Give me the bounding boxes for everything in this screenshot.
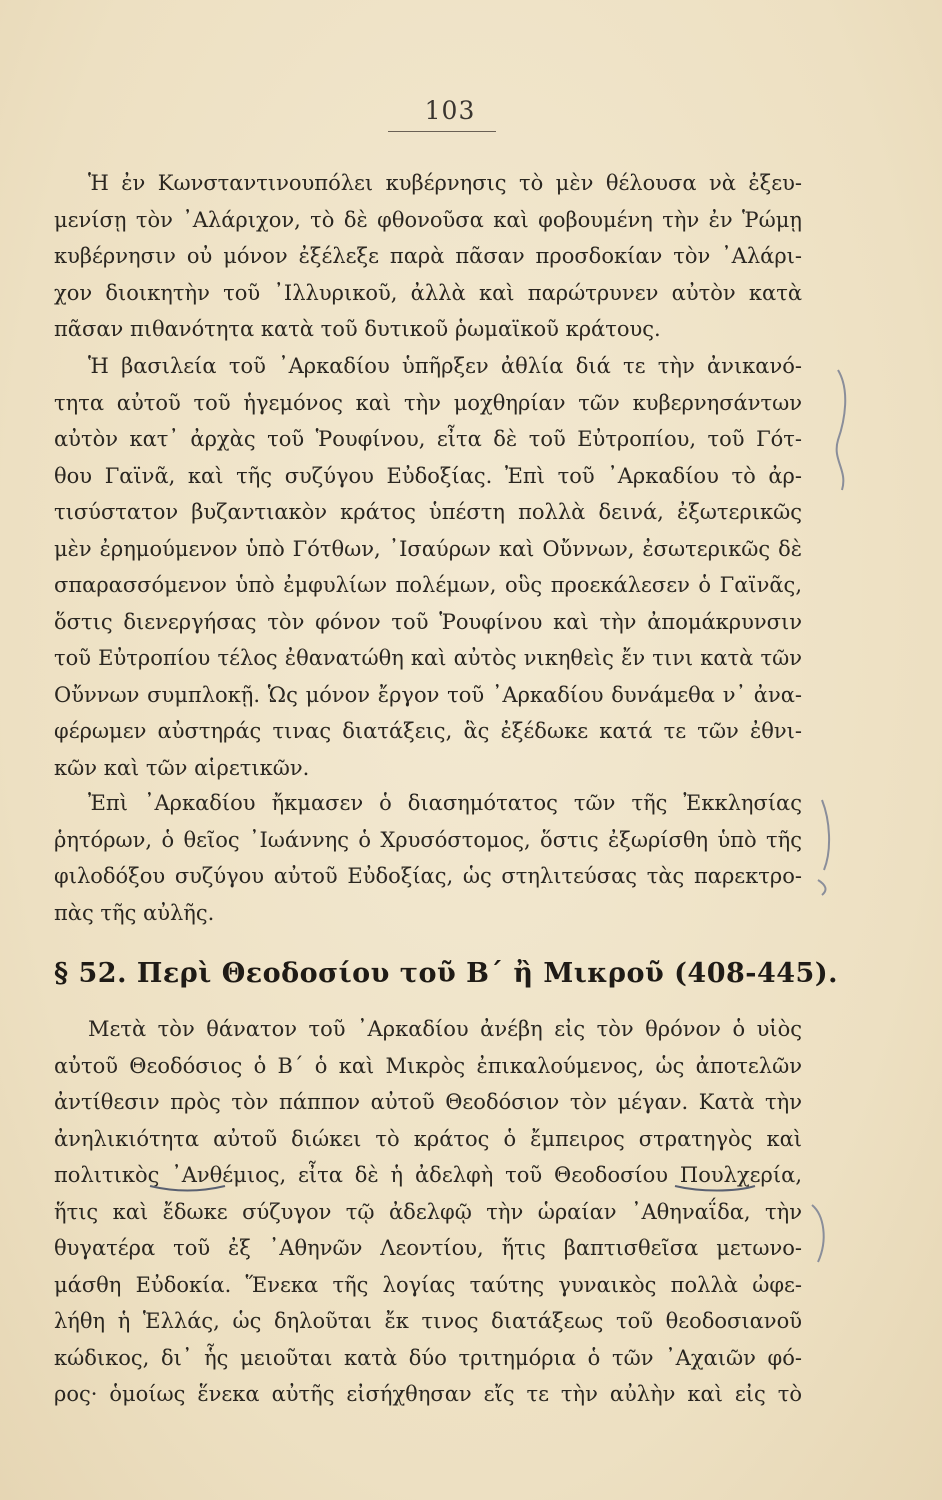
- text-line: κώδικος, δι᾿ ἧς μειοῦται κατὰ δύο τριτημόρια ὁ τῶν ᾿Αχαιῶν φό-: [54, 1345, 802, 1370]
- margin-bracket-mark: [837, 370, 846, 490]
- section-heading: § 52. Περὶ Θεοδοσίου τοῦ Β´ ἢ Μικροῦ (408-445).: [54, 958, 839, 989]
- paragraph-2: [54, 348, 802, 786]
- text-line: αὐτὸν κατ᾿ ἀρχὰς τοῦ Ῥουφίνου, εἶτα δὲ τοῦ Εὐτροπίου, τοῦ Γότ-: [54, 427, 802, 451]
- text-line: ρος· ὁμοίως ἕνεκα αὐτῆς εἰσήχθησαν εἴς τε τὴν αὐλὴν καὶ εἰς τὸ: [54, 1382, 802, 1406]
- text-line: αὐτοῦ Θεοδόσιος ὁ Β´ ὁ καὶ Μικρὸς ἐπικαλούμενος, ὡς ἀποτελῶν: [54, 1053, 802, 1078]
- text-line: τισύστατον βυζαντιακὸν κράτος ὑπέστη πολλὰ δεινά, ἐξωτερικῶς: [54, 500, 802, 524]
- section-paragraph: [54, 1011, 802, 1413]
- text-line: μὲν ἐρημούμενον ὑπὸ Γότθων, ᾿Ισαύρων καὶ Οὔννων, ἐσωτερικῶς δὲ: [54, 536, 802, 561]
- text-line: φιλοδόξου συζύγου αὐτοῦ Εὐδοξίας, ὡς στηλιτεύσας τὰς παρεκτρο-: [54, 864, 802, 888]
- paragraph-1: [54, 165, 802, 348]
- text-line: τοῦ Εὐτροπίου τέλος ἐθανατώθη καὶ αὐτὸς νικηθεὶς ἔν τινι κατὰ τῶν: [54, 646, 802, 670]
- paragraph-3: [54, 785, 802, 931]
- text-line: πὰς τῆς αὐλῆς.: [54, 900, 215, 925]
- text-line: θυγατέρα τοῦ ἐξ ᾿Αθηνῶν Λεοντίου, ἥτις βαπτισθεῖσα μετωνο-: [54, 1236, 802, 1260]
- text-line: σπαρασσόμενον ὑπὸ ἐμφυλίων πολέμων, οὓς προεκάλεσεν ὁ Γαϊνᾶς,: [54, 573, 802, 597]
- text-line: Ἐπὶ ᾿Αρκαδίου ἤκμασεν ὁ διασημότατος τῶν τῆς Ἐκκλησίας: [88, 791, 802, 815]
- text-line: πᾶσαν πιθανότητα κατὰ τοῦ δυτικοῦ ῥωμαϊκοῦ κράτους.: [54, 317, 661, 341]
- text-line: ἀντίθεσιν πρὸς τὸν πάππον αὐτοῦ Θεοδόσιον τὸν μέγαν. Κατὰ τὴν: [54, 1090, 802, 1114]
- text-line: Μετὰ τὸν θάνατον τοῦ ᾿Αρκαδίου ἀνέβη εἰς τὸν θρόνον ὁ υἱὸς: [88, 1017, 802, 1041]
- text-line: τητα αὐτοῦ τοῦ ἡγεμόνος καὶ τὴν μοχθηρίαν τῶν κυβερνησάντων: [54, 390, 802, 415]
- page-number-rule: [388, 131, 496, 132]
- text-line: φέρωμεν αὐστηράς τινας διατάξεις, ἃς ἐξέδωκε κατά τε τῶν ἐθνι-: [54, 719, 802, 743]
- text-line: Ἡ ἐν Κωνσταντινουπόλει κυβέρνησις τὸ μὲν θέλουσα νὰ ἐξευ-: [88, 171, 802, 195]
- text-line: θου Γαϊνᾶ, καὶ τῆς συζύγου Εὐδοξίας. Ἐπὶ τοῦ ᾿Αρκαδίου τὸ ἀρ-: [54, 463, 802, 488]
- text-line: κυβέρνησιν οὐ μόνον ἐξέλεξε παρὰ πᾶσαν προσδοκίαν τὸν ᾿Αλάρι-: [54, 244, 802, 268]
- text-line: Ἡ βασιλεία τοῦ ᾿Αρκαδίου ὑπῆρξεν ἀθλία διά τε τὴν ἀνικανό-: [88, 354, 802, 378]
- margin-bracket-mark: [818, 800, 829, 895]
- page-number: 103: [424, 96, 476, 125]
- text-line: ἥτις καὶ ἔδωκε σύζυγον τῷ ἀδελφῷ τὴν ὡραίαν ᾿Αθηναΐδα, τὴν: [54, 1199, 802, 1224]
- margin-bracket-mark: [812, 1205, 824, 1262]
- text-line: λήθη ἡ Ἑλλάς, ὡς δηλοῦται ἔκ τινος διατάξεως τοῦ θεοδοσιανοῦ: [54, 1309, 802, 1333]
- text-line: κῶν καὶ τῶν αἱρετικῶν.: [54, 755, 310, 780]
- text-line: ὅστις διενεργήσας τὸν φόνον τοῦ Ῥουφίνου καὶ τὴν ἀπομάκρυνσιν: [54, 609, 802, 634]
- text-line: μάσθη Εὐδοκία. Ἕνεκα τῆς λογίας ταύτης γυναικὸς πολλὰ ὠφε-: [54, 1272, 802, 1297]
- text-line: μενίσῃ τὸν ᾿Αλάριχον, τὸ δὲ φθονοῦσα καὶ φοβουμένη τὴν ἐν Ῥώμῃ: [54, 207, 802, 232]
- text-line: χον διοικητὴν τοῦ ᾿Ιλλυρικοῦ, ἀλλὰ καὶ παρώτρυνεν αὐτὸν κατὰ: [54, 280, 802, 305]
- text-line: Οὔννων συμπλοκῇ. Ὡς μόνον ἔργον τοῦ ᾿Αρκαδίου δυνάμεθα ν᾿ ἀνα-: [54, 682, 802, 707]
- text-line: πολιτικὸς ᾿Ανθέμιος, εἶτα δὲ ἡ ἀδελφὴ τοῦ Θεοδοσίου Πουλχερία,: [54, 1163, 802, 1187]
- text-line: ῥητόρων, ὁ θεῖος ᾿Ιωάννης ὁ Χρυσόστομος, ὅστις ἐξωρίσθη ὑπὸ τῆς: [54, 827, 802, 852]
- text-line: ἀνηλικιότητα αὐτοῦ διώκει τὸ κράτος ὁ ἔμπειρος στρατηγὸς καὶ: [54, 1126, 802, 1151]
